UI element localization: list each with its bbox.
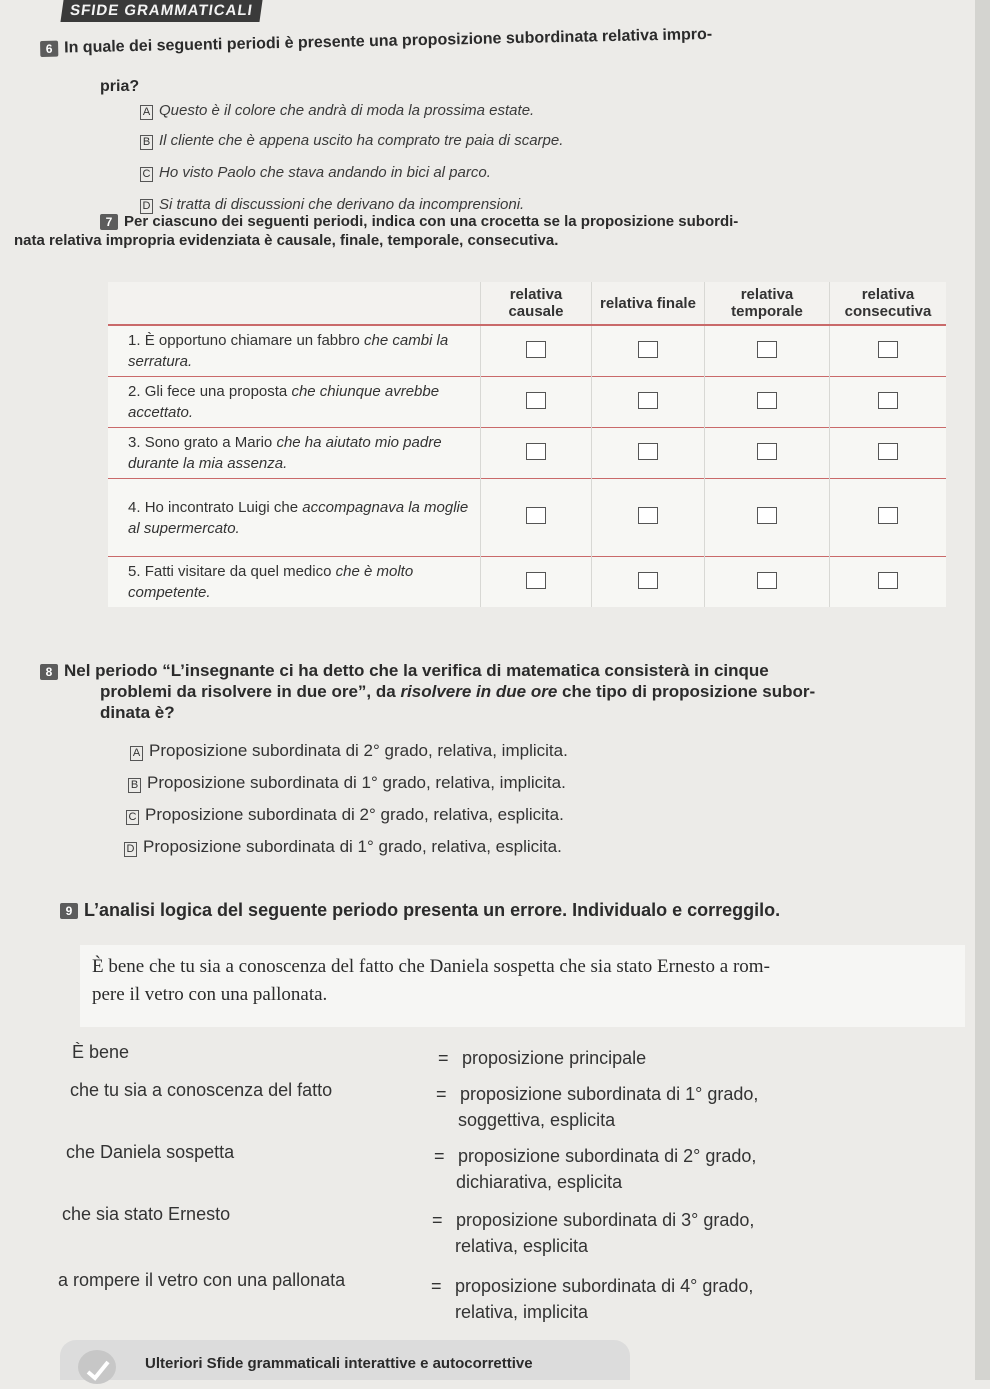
sentence-cell: 3. Sono grato a Mario che ha aiutato mio padre durante la mia assenza. (108, 428, 481, 479)
table-row (108, 479, 946, 557)
option-a[interactable]: A Proposizione subordinata di 2° grado, relativa, implicita. (130, 740, 568, 761)
checkbox-finale[interactable] (638, 507, 658, 524)
question-8-text-line1: 8 Nel periodo “L’insegnante ci ha detto che la verifica di matematica consisterà in cinque (40, 660, 990, 681)
checkbox-finale[interactable] (638, 341, 658, 358)
analysis-equals: = (434, 1146, 445, 1166)
analysis-description-cont: relativa, esplicita (455, 1236, 589, 1256)
checkbox-temporale[interactable] (757, 572, 777, 589)
option-c[interactable]: C Ho visto Paolo che stava andando in bici al parco. (140, 164, 491, 182)
question-9-title: 9 L’analisi logica del seguente periodo presenta un errore. Individualo e correggilo. (60, 900, 960, 921)
column-header-consecutiva: relativa consecutiva (830, 282, 947, 325)
analysis-description-cont: dichiarativa, esplicita (456, 1172, 623, 1192)
checkbox-temporale[interactable] (757, 341, 777, 358)
checkbox-consecutiva[interactable] (878, 507, 898, 524)
question-8-text-line2: problemi da risolvere in due ore”, da risolvere in due ore che tipo di proposizione subor- (100, 682, 816, 701)
question-8-text-line3: dinata è? (100, 703, 175, 722)
column-header-temporale: relativa temporale (705, 282, 830, 325)
checkbox-causale[interactable] (526, 341, 546, 358)
checkbox-consecutiva[interactable] (878, 443, 898, 460)
question-number: 9 (60, 903, 78, 919)
page-edge (975, 0, 990, 1380)
analysis-description: proposizione principale (462, 1048, 647, 1068)
section-badge: SFIDE GRAMMATICALI (60, 0, 262, 22)
option-b[interactable]: B Il cliente che è appena uscito ha comprato tre paia di scarpe. (140, 132, 563, 150)
column-header-finale: relativa finale (592, 282, 705, 325)
analysis-clause: che Daniela sospetta (66, 1142, 235, 1162)
question-number: 8 (40, 664, 58, 680)
analysis-clause: che sia stato Ernesto (62, 1204, 231, 1224)
analysis-equals: = (438, 1048, 449, 1068)
banner-text[interactable]: Ulteriori Sfide grammaticali interattive e autocorrettive (145, 1355, 533, 1372)
question-number: 7 (100, 214, 118, 230)
analysis-description-cont: relativa, implicita (455, 1302, 589, 1322)
question-6-text-line2: pria? (100, 78, 140, 95)
checkbox-temporale[interactable] (757, 392, 777, 409)
checkbox-consecutiva[interactable] (878, 572, 898, 589)
table-row (108, 377, 946, 428)
analysis-description: proposizione subordinata di 3° grado, (456, 1210, 755, 1230)
analysis-description-cont: soggettiva, esplicita (458, 1110, 616, 1130)
sentence-line2: pere il vetro con una pallonata. (92, 984, 328, 1005)
option-d[interactable]: D Proposizione subordinata di 1° grado, relativa, esplicita. (124, 836, 562, 857)
checkbox-causale[interactable] (526, 392, 546, 409)
analysis-clause: a rompere il vetro con una pallonata (58, 1270, 346, 1290)
sentence-cell: 5. Fatti visitare da quel medico che è molto competente. (108, 557, 481, 608)
checkbox-temporale[interactable] (757, 443, 777, 460)
sentence-cell: 1. È opportuno chiamare un fabbro che cambi la serratura. (108, 325, 481, 377)
question-8 (45, 660, 960, 856)
option-c[interactable]: C Proposizione subordinata di 2° grado, relativa, esplicita. (126, 804, 564, 825)
checkbox-consecutiva[interactable] (878, 341, 898, 358)
sentence-line1: È bene che tu sia a conoscenza del fatto che Daniela sospetta che sia stato Ernesto a rom- (92, 956, 770, 977)
option-a[interactable]: A Questo è il colore che andrà di moda la prossima estate. (140, 102, 534, 120)
checkbox-causale[interactable] (526, 507, 546, 524)
analysis-clause: che tu sia a conoscenza del fatto (70, 1080, 333, 1100)
analysis-equals: = (431, 1276, 442, 1296)
checkbox-temporale[interactable] (757, 507, 777, 524)
option-b[interactable]: B Proposizione subordinata di 1° grado, relativa, implicita. (128, 772, 566, 793)
analysis-description: proposizione subordinata di 2° grado, (458, 1146, 757, 1166)
analysis-description: proposizione subordinata di 4° grado, (455, 1276, 754, 1296)
checkmark-icon (78, 1350, 116, 1384)
analysis-equals: = (432, 1210, 443, 1230)
checkbox-finale[interactable] (638, 443, 658, 460)
question-number: 6 (40, 40, 58, 56)
table-corner (108, 282, 481, 325)
table-row (108, 325, 946, 377)
checkbox-consecutiva[interactable] (878, 392, 898, 409)
question-7-instructions: 7 Per ciascuno dei seguenti periodi, indica con una crocetta se la proposizione subordi- nata relativa impropria evidenziata è causale, finale, temporale, consecutiva. (14, 213, 739, 249)
option-d[interactable]: D Si tratta di discussioni che derivano da incomprensioni. (140, 196, 524, 214)
sentence-cell: 2. Gli fece una proposta che chiunque avrebbe accettato. (108, 377, 481, 428)
table-row (108, 428, 946, 479)
analysis-description: proposizione subordinata di 1° grado, (460, 1084, 759, 1104)
sentence-box (80, 945, 965, 1027)
checkbox-causale[interactable] (526, 572, 546, 589)
sentence-cell: 4. Ho incontrato Luigi che accompagnava la moglie al supermercato. (108, 479, 481, 557)
checkbox-causale[interactable] (526, 443, 546, 460)
question-6 (40, 25, 970, 213)
table-row (108, 557, 946, 608)
checkbox-finale[interactable] (638, 392, 658, 409)
question-6-text-line1: In quale dei seguenti periodi è presente una proposizione subordinata relativa impro- (63, 25, 713, 57)
column-header-causale: relativa causale (481, 282, 592, 325)
analysis-equals: = (436, 1084, 447, 1104)
classification-table (108, 282, 946, 607)
question-6-title (40, 21, 970, 58)
analysis-clause: È bene (72, 1042, 130, 1062)
checkbox-finale[interactable] (638, 572, 658, 589)
